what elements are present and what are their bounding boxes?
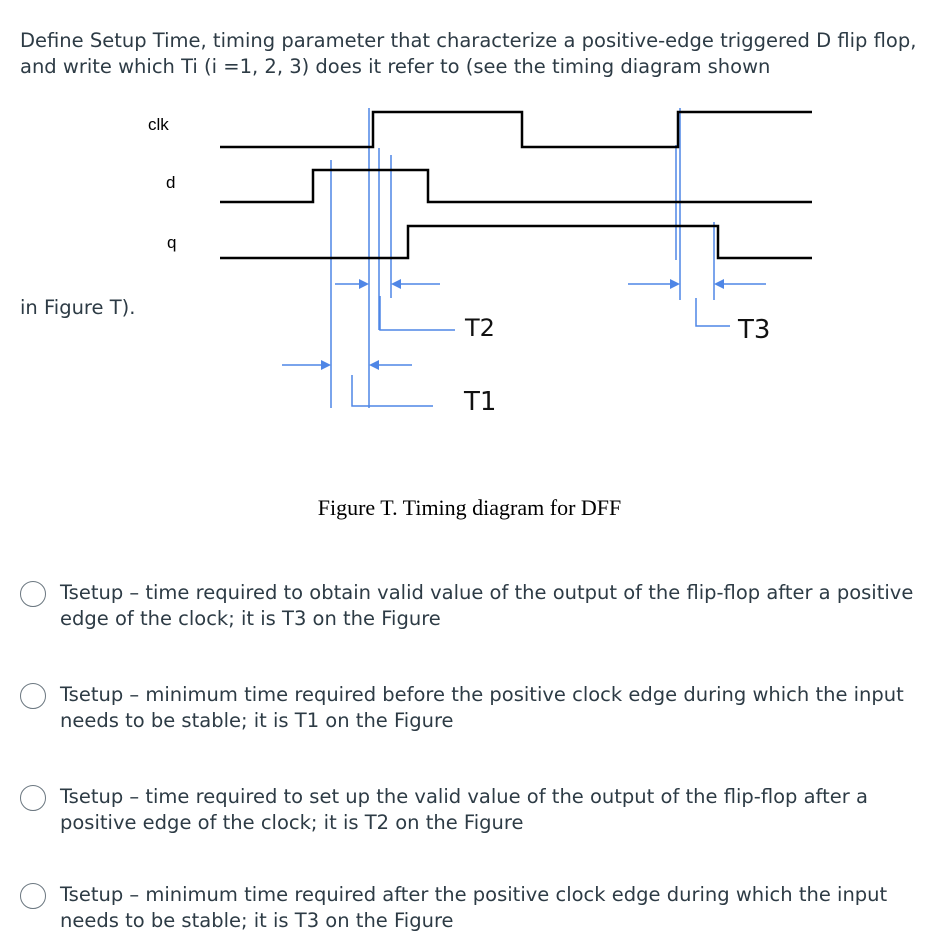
signal-label-clk: clk	[148, 115, 169, 134]
answer-option-1-label: Tsetup – time required to obtain valid value of the output of the flip-flop after a positive edge of the clock; it is T3 on the Figure	[60, 581, 914, 630]
signal-label-q: q	[167, 233, 177, 252]
answer-option-2-label: Tsetup – minimum time required before the positive clock edge during which the input needs to be stable; it is T1 on the Figure	[60, 683, 904, 732]
radio-button-3[interactable]	[20, 785, 46, 811]
question-continuation: in Figure T).	[20, 296, 136, 319]
annotation-t1: T1	[464, 387, 497, 417]
annotation-t3: T3	[738, 315, 771, 345]
radio-button-2[interactable]	[20, 683, 46, 709]
signal-label-d: d	[166, 173, 176, 192]
radio-button-1[interactable]	[20, 581, 46, 607]
t1-marker	[282, 360, 433, 406]
question-text: Define Setup Time, timing parameter that characterize a positive-edge triggered D flip flop, and write which Ti (i =1, 2, 3) does it refer to (see the timing diagram shown	[20, 29, 917, 78]
annotation-t2: T2	[465, 314, 495, 342]
answer-option-1[interactable]	[20, 580, 925, 632]
figure-caption: Figure T. Timing diagram for DFF	[317, 495, 622, 520]
answer-option-4-label: Tsetup – minimum time required after the positive clock edge during which the input needs to be stable; it is T3 on the Figure	[60, 883, 888, 932]
answer-option-4[interactable]	[20, 882, 925, 934]
radio-button-4[interactable]	[20, 883, 46, 909]
clk-waveform	[220, 112, 812, 147]
q-waveform	[220, 226, 812, 258]
answer-option-2[interactable]	[20, 682, 925, 734]
answer-option-3-label: Tsetup – time required to set up the valid value of the output of the flip-flop after a positive edge of the clock; it is T2 on the Figure	[60, 785, 868, 834]
d-waveform	[220, 170, 812, 202]
answer-option-3[interactable]	[20, 784, 925, 836]
t2-marker	[335, 279, 455, 330]
